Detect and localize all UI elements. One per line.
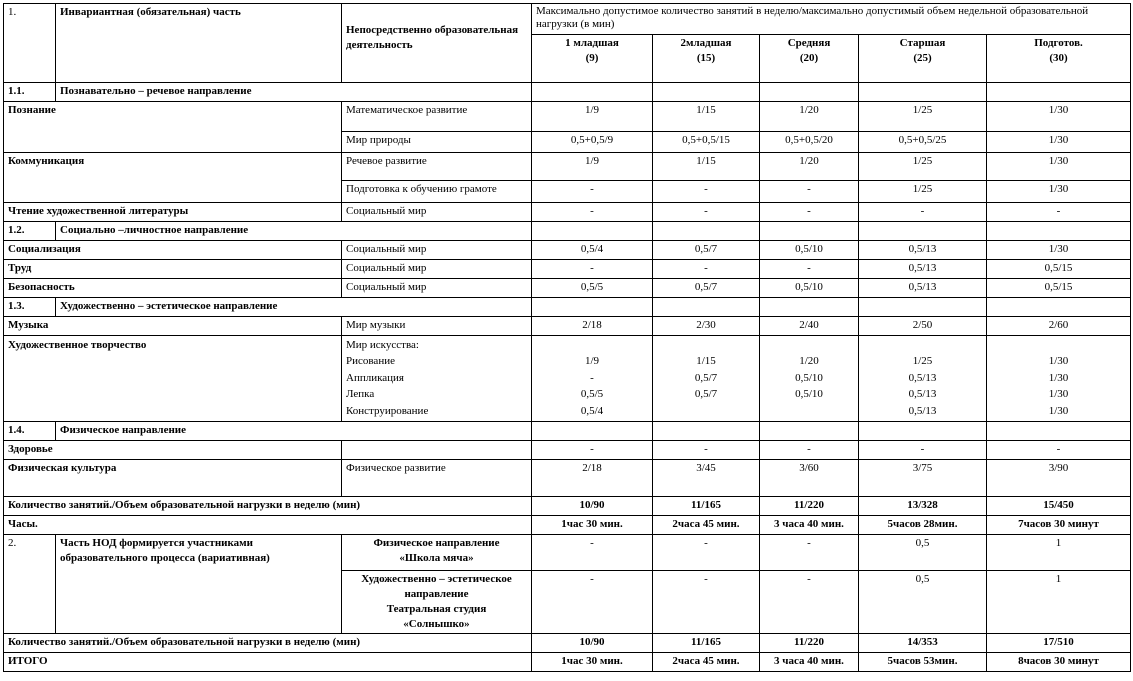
variative-title: Часть НОД формируется участниками образовательного процесса (вариативная) [56, 535, 342, 634]
activity-physical: Физическое развитие [342, 460, 532, 497]
itogo-cell: 1час 30 мин. [532, 653, 653, 672]
value-cell: 1/30 [987, 241, 1131, 260]
value-cell: 1/25 [859, 102, 987, 132]
area-poznanie: Познание [4, 102, 342, 153]
value-cell: 0,5/4 [532, 241, 653, 260]
value-cell: - [859, 441, 987, 460]
value-cell: - [653, 441, 760, 460]
art-sub-activity: Лепка [346, 388, 375, 401]
hours-cell: 2часа 45 мин. [653, 516, 760, 535]
value-cell: 3/75 [859, 460, 987, 497]
value-cell: 0,5/5 [532, 279, 653, 298]
value-cell: 0,5/7 [653, 241, 760, 260]
total-cell: 10/90 [532, 497, 653, 516]
group-header-3: Средняя (20) [760, 35, 859, 83]
total-cell: 11/165 [653, 497, 760, 516]
value-cell: 2/40 [760, 317, 859, 336]
row-physical [4, 460, 1131, 497]
value-cell: - [760, 441, 859, 460]
art-values-col: 1/30 1/30 1/30 1/30 [987, 336, 1131, 422]
value-cell: 2/60 [987, 317, 1131, 336]
value-cell: - [760, 260, 859, 279]
total-cell: 13/328 [859, 497, 987, 516]
activity-safety: Социальный мир [342, 279, 532, 298]
area-physical: Физическая культура [4, 460, 342, 497]
section-row-1-4 [4, 422, 1131, 441]
value-cell: 1/20 [760, 102, 859, 132]
total-cell: 10/90 [532, 634, 653, 653]
row-variative-ball [4, 535, 1131, 571]
variative-theatre-activity: Художественно – эстетическое направление Театральная студия «Солнышко» [342, 571, 532, 634]
hours-cell: 5часов 28мин. [859, 516, 987, 535]
area-communication: Коммуникация [4, 153, 342, 203]
variative-num: 2. [4, 535, 56, 634]
total-cell: 15/450 [987, 497, 1131, 516]
value-cell: - [653, 535, 760, 571]
group-header-1: 1 младшая (9) [532, 35, 653, 83]
totals-label: Количество занятий./Объем образовательной нагрузки в неделю (мин) [4, 634, 532, 653]
value-cell: 3/90 [987, 460, 1131, 497]
curriculum-table [3, 3, 1131, 672]
value-cell: 1/9 [532, 153, 653, 181]
totals-label: Количество занятий./Объем образовательной нагрузки в неделю (мин) [4, 497, 532, 516]
row-reading [4, 203, 1131, 222]
value-cell: 0,5 [859, 535, 987, 571]
hours-cell: 1час 30 мин. [532, 516, 653, 535]
value-cell: - [532, 260, 653, 279]
section-num: 1.3. [4, 298, 56, 317]
art-sub-activity: Мир искусства: [346, 339, 419, 351]
row-art [4, 336, 1131, 422]
row-totals-2 [4, 634, 1131, 653]
header-row-1 [4, 4, 1131, 35]
value-cell: - [532, 203, 653, 222]
activity-music: Мир музыки [342, 317, 532, 336]
activity-literacy: Подготовка к обучению грамоте [342, 181, 532, 203]
total-cell: 11/220 [760, 497, 859, 516]
value-cell: - [760, 181, 859, 203]
value-cell: 1/15 [653, 153, 760, 181]
row-health [4, 441, 1131, 460]
area-health: Здоровье [4, 441, 342, 460]
art-values-col: 1/9 - 0,5/5 0,5/4 [532, 336, 653, 422]
activity-speech: Речевое развитие [342, 153, 532, 181]
area-safety: Безопасность [4, 279, 342, 298]
header-direct-activity: Непосредственно образовательная деятельность [342, 4, 532, 83]
activity-nature: Мир природы [342, 132, 532, 153]
value-cell: 2/50 [859, 317, 987, 336]
value-cell: 0,5/15 [987, 260, 1131, 279]
header-max-title: Максимально допустимое количество занятий в неделю/максимально допустимый объем недельной образовательной нагрузки (в мин) [532, 4, 1131, 35]
value-cell: - [653, 260, 760, 279]
activity-reading: Социальный мир [342, 203, 532, 222]
value-cell: 0,5+0,5/9 [532, 132, 653, 153]
area-reading: Чтение художественной литературы [4, 203, 342, 222]
art-sub-activity: Рисование [346, 355, 395, 368]
area-music: Музыка [4, 317, 342, 336]
value-cell: 3/45 [653, 460, 760, 497]
value-cell: 1/30 [987, 132, 1131, 153]
value-cell: 0,5/15 [987, 279, 1131, 298]
value-cell: - [653, 181, 760, 203]
section-num: 1.2. [4, 222, 56, 241]
group-header-2: 2младшая (15) [653, 35, 760, 83]
area-labor: Труд [4, 260, 342, 279]
value-cell: 0,5+0,5/20 [760, 132, 859, 153]
art-values-col: 1/25 0,5/13 0,5/13 0,5/13 [859, 336, 987, 422]
row-itogo [4, 653, 1131, 672]
row-speech [4, 153, 1131, 181]
value-cell: 0,5/13 [859, 260, 987, 279]
row-hours [4, 516, 1131, 535]
value-cell: - [653, 571, 760, 634]
row-totals-1 [4, 497, 1131, 516]
row-safety [4, 279, 1131, 298]
art-values-col: 1/15 0,5/7 0,5/7 [653, 336, 760, 422]
total-cell: 11/165 [653, 634, 760, 653]
value-cell: 2/18 [532, 460, 653, 497]
value-cell: - [532, 535, 653, 571]
section-row-1-3 [4, 298, 1131, 317]
value-cell: 1 [987, 571, 1131, 634]
section-title: Социально –личностное направление [56, 222, 532, 241]
total-cell: 17/510 [987, 634, 1131, 653]
value-cell: 2/18 [532, 317, 653, 336]
activity-math: Математическое развитие [342, 102, 532, 132]
itogo-cell: 8часов 30 минут [987, 653, 1131, 672]
area-art: Художественное творчество [4, 336, 342, 422]
itogo-label: ИТОГО [4, 653, 532, 672]
value-cell: 1/30 [987, 153, 1131, 181]
section-title: Художественно – эстетическое направление [56, 298, 532, 317]
section-row-1-1 [4, 83, 1131, 102]
value-cell: 1/25 [859, 181, 987, 203]
section-num: 1.1. [4, 83, 56, 102]
itogo-cell: 5часов 53мин. [859, 653, 987, 672]
value-cell: - [760, 571, 859, 634]
hours-cell: 3 часа 40 мин. [760, 516, 859, 535]
hours-cell: 7часов 30 минут [987, 516, 1131, 535]
art-sub-activity: Конструирование [346, 404, 429, 417]
row-music [4, 317, 1131, 336]
value-cell: 3/60 [760, 460, 859, 497]
itogo-cell: 2часа 45 мин. [653, 653, 760, 672]
value-cell: 0,5/10 [760, 279, 859, 298]
group-header-5: Подготов. (30) [987, 35, 1131, 83]
value-cell: 1/25 [859, 153, 987, 181]
value-cell: - [859, 203, 987, 222]
total-cell: 11/220 [760, 634, 859, 653]
value-cell: 1 [987, 535, 1131, 571]
value-cell: - [532, 571, 653, 634]
value-cell: 0,5/10 [760, 241, 859, 260]
variative-ball-activity: Физическое направление «Школа мяча» [342, 535, 532, 571]
section-row-1-2 [4, 222, 1131, 241]
row-socialization [4, 241, 1131, 260]
area-socialization: Социализация [4, 241, 342, 260]
total-cell: 14/353 [859, 634, 987, 653]
value-cell: 0,5/13 [859, 241, 987, 260]
value-cell: - [760, 203, 859, 222]
value-cell: - [532, 441, 653, 460]
value-cell: 1/30 [987, 181, 1131, 203]
value-cell: 0,5 [859, 571, 987, 634]
value-cell: - [987, 441, 1131, 460]
value-cell: 1/30 [987, 102, 1131, 132]
value-cell: - [653, 203, 760, 222]
activity-socialization: Социальный мир [342, 241, 532, 260]
art-sub-activity: Аппликация [346, 371, 404, 384]
row-math [4, 102, 1131, 132]
value-cell: 1/9 [532, 102, 653, 132]
row-labor [4, 260, 1131, 279]
value-cell: 1/20 [760, 153, 859, 181]
value-cell: 0,5/13 [859, 279, 987, 298]
itogo-cell: 3 часа 40 мин. [760, 653, 859, 672]
value-cell: - [532, 181, 653, 203]
section-title: Физическое направление [56, 422, 532, 441]
value-cell: 0,5/7 [653, 279, 760, 298]
hours-label: Часы. [4, 516, 532, 535]
section-num: 1.4. [4, 422, 56, 441]
activity-art [342, 336, 532, 422]
value-cell: - [987, 203, 1131, 222]
group-header-4: Старшая (25) [859, 35, 987, 83]
value-cell: 0,5+0,5/15 [653, 132, 760, 153]
activity-labor: Социальный мир [342, 260, 532, 279]
section-title: Познавательно – речевое направление [56, 83, 532, 102]
value-cell: 2/30 [653, 317, 760, 336]
value-cell: 0,5+0,5/25 [859, 132, 987, 153]
art-values-col: 1/20 0,5/10 0,5/10 [760, 336, 859, 422]
value-cell: 1/15 [653, 102, 760, 132]
header-num: 1. [4, 4, 56, 83]
header-invariant: Инвариантная (обязательная) часть [56, 4, 342, 83]
value-cell: - [760, 535, 859, 571]
